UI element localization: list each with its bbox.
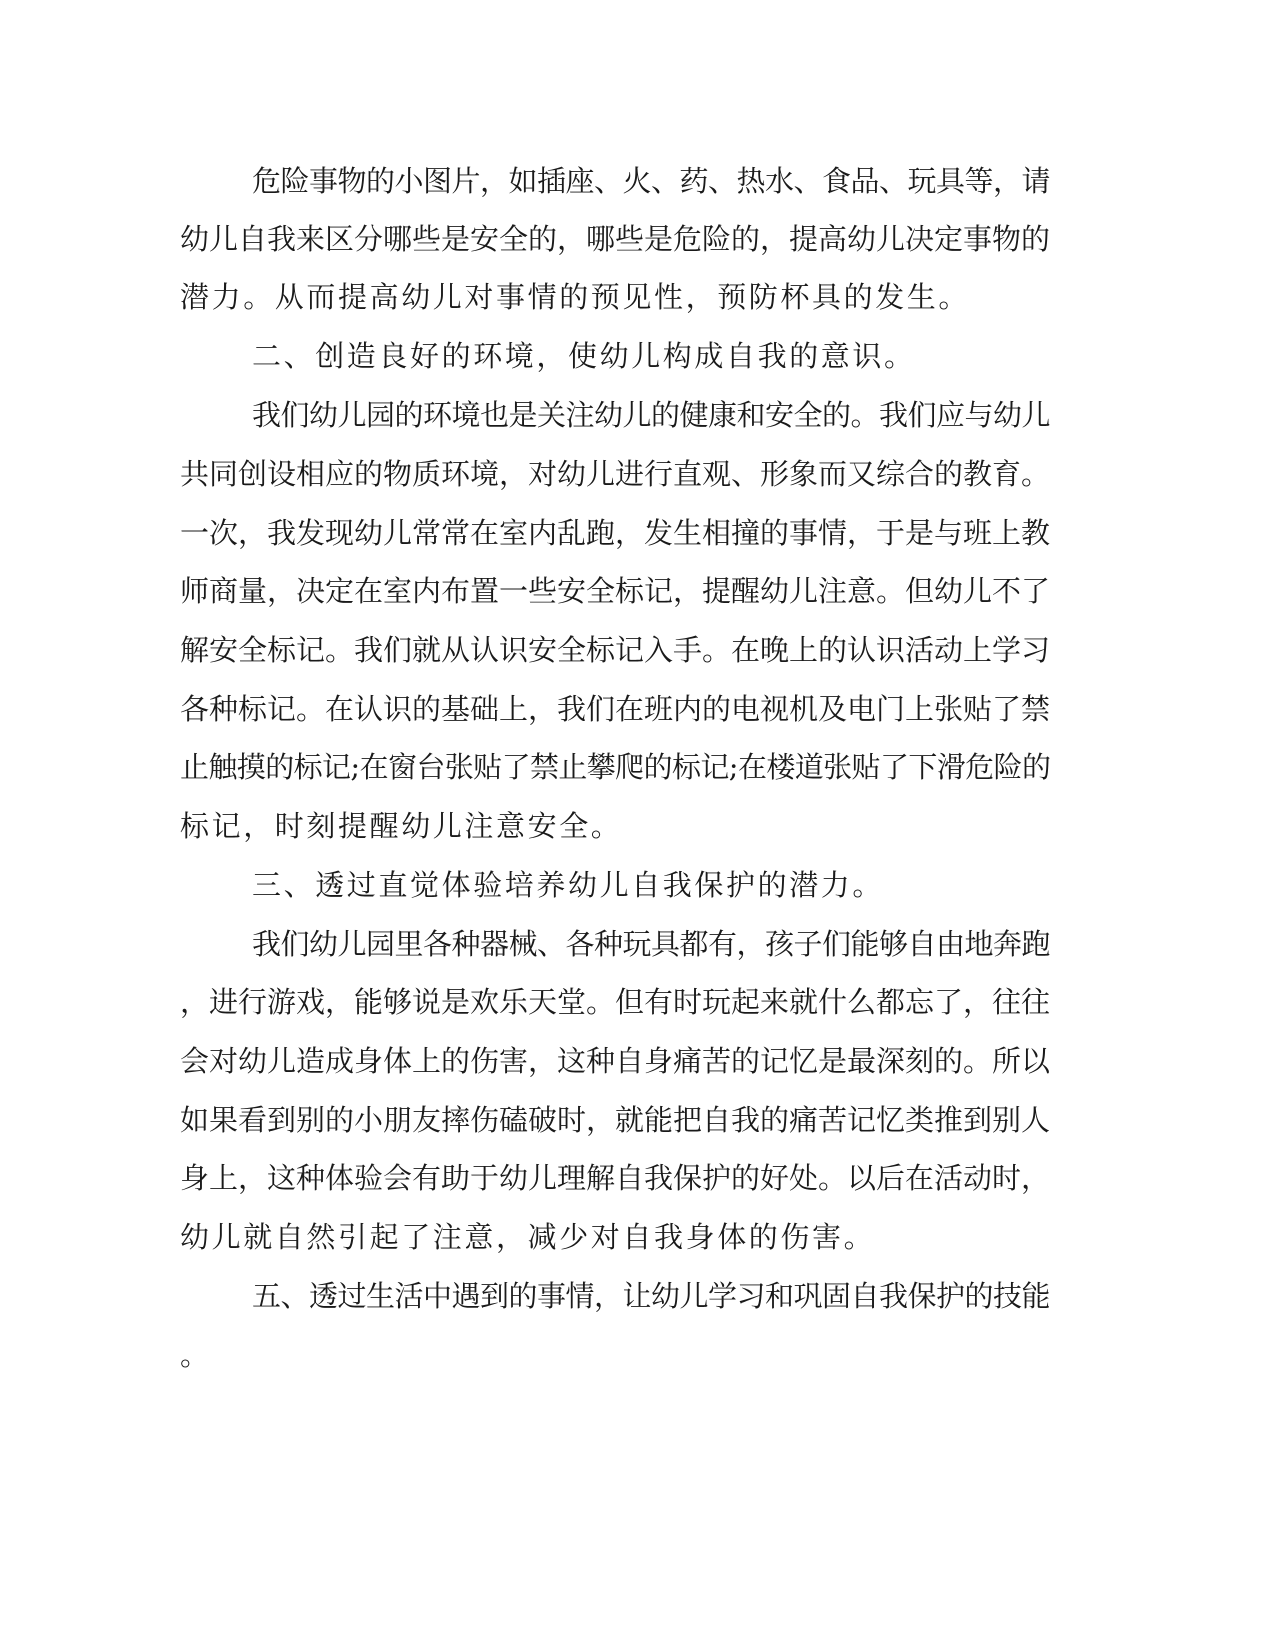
- text-line: 我们幼儿园的环境也是关注幼儿的健康和安全的。我们应与幼儿: [252, 398, 1051, 432]
- text-line: 我们幼儿园里各种器械、各种玩具都有，孩子们能够自由地奔跑: [252, 927, 1051, 961]
- text-line: 。: [180, 1338, 212, 1372]
- text-line: 危险事物的小图片，如插座、火、药、热水、食品、玩具等，请: [252, 164, 1051, 198]
- text-line: 共同创设相应的物质环境，对幼儿进行直观、形象而又综合的教育。: [180, 457, 1051, 491]
- text-line: 师商量，决定在室内布置一些安全标记，提醒幼儿注意。但幼儿不了: [180, 574, 1051, 608]
- text-line: 身上，这种体验会有助于幼儿理解自我保护的好处。以后在活动时，: [180, 1161, 1051, 1195]
- text-line: 幼儿就自然引起了注意，减少对自我身体的伤害。: [180, 1220, 876, 1254]
- text-line: 会对幼儿造成身体上的伤害，这种自身痛苦的记忆是最深刻的。所以: [180, 1044, 1051, 1078]
- section-heading: 五、透过生活中遇到的事情，让幼儿学习和巩固自我保护的技能: [252, 1279, 1051, 1313]
- text-line: 潜力。从而提高幼儿对事情的预见性，预防杯具的发生。: [180, 280, 971, 314]
- text-line: 止触摸的标记;在窗台张贴了禁止攀爬的标记;在楼道张贴了下滑危险的: [180, 750, 1051, 784]
- text-line: 如果看到别的小朋友摔伤磕破时，就能把自我的痛苦记忆类推到别人: [180, 1103, 1051, 1137]
- text-line: 幼儿自我来区分哪些是安全的，哪些是危险的，提高幼儿决定事物的: [180, 222, 1051, 256]
- section-heading: 三、透过直觉体验培养幼儿自我保护的潜力。: [252, 868, 885, 902]
- section-heading: 二、创造良好的环境，使幼儿构成自我的意识。: [252, 339, 916, 373]
- text-line: 各种标记。在认识的基础上，我们在班内的电视机及电门上张贴了禁: [180, 692, 1051, 726]
- text-line: 一次，我发现幼儿常常在室内乱跑，发生相撞的事情，于是与班上教: [180, 516, 1051, 550]
- text-line: ，进行游戏，能够说是欢乐天堂。但有时玩起来就什么都忘了，往往: [180, 985, 1051, 1019]
- text-line: 解安全标记。我们就从认识安全标记入手。在晚上的认识活动上学习: [180, 633, 1051, 667]
- text-line: 标记，时刻提醒幼儿注意安全。: [180, 809, 623, 843]
